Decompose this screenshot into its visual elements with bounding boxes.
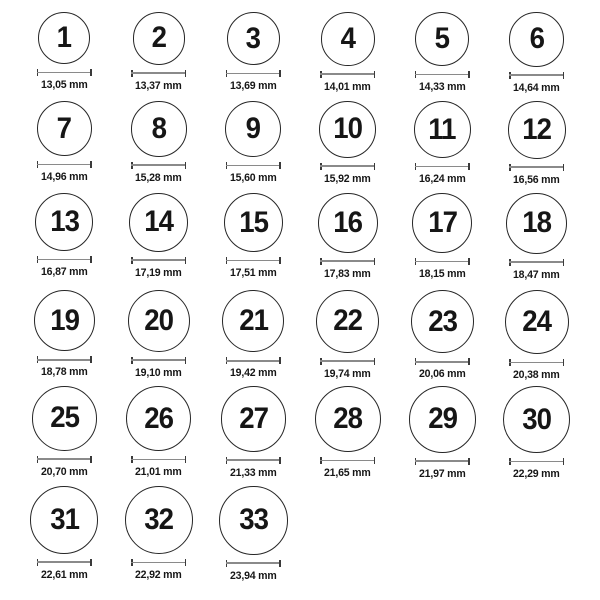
diameter-label: 19,42 mm [229, 367, 277, 380]
ring-size-number: 32 [144, 503, 174, 537]
ring-size-cell [395, 386, 490, 481]
dimension-bar [131, 562, 186, 564]
diameter-label: 21,97 mm [418, 467, 466, 480]
diameter-label: 20,06 mm [418, 368, 466, 381]
ring-size-circle [415, 12, 469, 66]
dimension-tick-right-icon [90, 559, 92, 566]
ring-size-number: 12 [522, 112, 552, 146]
dimension-bar [509, 461, 564, 463]
ring-size-number: 13 [49, 205, 79, 239]
diameter-label: 13,05 mm [40, 79, 88, 91]
ring-size-number: 16 [333, 205, 363, 239]
diameter-label: 18,78 mm [40, 366, 88, 379]
ring-size-circle [225, 101, 281, 157]
chart-row [17, 101, 584, 187]
ring-size-circle [412, 193, 472, 253]
dimension-tick-right-icon [279, 162, 281, 169]
diameter-dimension-line [226, 560, 281, 567]
ring-size-cell [301, 290, 396, 381]
ring-size-number: 6 [529, 22, 544, 56]
dimension-bar [415, 361, 470, 363]
ring-size-circle [508, 101, 566, 159]
ring-size-cell [206, 12, 301, 93]
diameter-dimension-line [415, 458, 470, 465]
ring-size-cell [206, 386, 301, 480]
diameter-dimension-line [415, 71, 470, 78]
ring-size-cell [17, 12, 112, 92]
ring-size-circle [219, 486, 288, 555]
dimension-bar [226, 360, 281, 362]
chart-row [17, 290, 584, 382]
dimension-tick-right-icon [90, 161, 92, 168]
dimension-tick-right-icon [563, 458, 565, 465]
dimension-bar [131, 72, 186, 74]
diameter-label: 19,74 mm [324, 367, 372, 380]
ring-size-number: 9 [246, 112, 261, 146]
dimension-bar [37, 561, 92, 563]
dimension-tick-right-icon [279, 257, 281, 264]
diameter-dimension-line [415, 258, 470, 265]
dimension-bar [37, 164, 92, 166]
diameter-dimension-line [37, 161, 92, 168]
diameter-label: 17,51 mm [229, 267, 277, 280]
ring-size-circle [509, 12, 564, 67]
ring-size-cell [206, 193, 301, 280]
diameter-label: 15,28 mm [135, 171, 183, 184]
ring-size-cell [17, 101, 112, 184]
diameter-label: 19,10 mm [135, 366, 183, 379]
dimension-bar [320, 260, 375, 262]
ring-size-number: 27 [238, 401, 268, 435]
ring-size-circle [506, 193, 567, 254]
diameter-dimension-line [320, 163, 375, 170]
dimension-tick-right-icon [563, 72, 565, 79]
diameter-label: 21,01 mm [135, 466, 183, 478]
diameter-dimension-line [131, 456, 186, 463]
ring-size-cell [395, 193, 490, 281]
ring-size-circle [505, 290, 569, 354]
dimension-tick-right-icon [279, 70, 281, 77]
ring-size-number: 28 [333, 402, 363, 435]
dimension-tick-right-icon [185, 456, 187, 463]
ring-size-circle [321, 12, 375, 66]
chart-row [17, 486, 301, 583]
diameter-dimension-line [509, 259, 564, 266]
ring-size-number: 11 [428, 112, 456, 146]
diameter-label: 20,70 mm [40, 465, 88, 478]
ring-size-circle [38, 12, 90, 64]
dimension-bar [415, 74, 470, 76]
dimension-bar [226, 562, 281, 564]
ring-size-cell [206, 101, 301, 185]
dimension-bar [509, 362, 564, 364]
dimension-bar [37, 259, 92, 261]
dimension-bar [131, 259, 186, 261]
diameter-label: 14,64 mm [513, 81, 561, 94]
ring-size-number: 17 [427, 206, 457, 240]
ring-size-circle [222, 290, 284, 352]
diameter-dimension-line [131, 357, 186, 364]
dimension-bar [509, 166, 564, 168]
ring-size-number: 33 [238, 503, 268, 537]
diameter-dimension-line [320, 258, 375, 265]
diameter-label: 16,24 mm [418, 173, 466, 186]
ring-size-circle [409, 386, 476, 453]
diameter-label: 16,87 mm [40, 266, 88, 279]
diameter-label: 15,60 mm [229, 172, 277, 185]
dimension-tick-right-icon [563, 259, 565, 266]
diameter-dimension-line [37, 69, 92, 76]
diameter-label: 17,83 mm [324, 267, 372, 280]
ring-size-circle [221, 386, 287, 452]
dimension-bar [509, 261, 564, 263]
diameter-dimension-line [509, 72, 564, 79]
ring-size-cell [490, 101, 585, 187]
ring-size-cell [395, 12, 490, 94]
dimension-tick-right-icon [90, 69, 92, 76]
ring-size-circle [315, 386, 381, 452]
dimension-bar [37, 458, 92, 460]
diameter-label: 18,47 mm [513, 268, 561, 281]
dimension-tick-right-icon [468, 358, 470, 365]
diameter-dimension-line [320, 71, 375, 78]
ring-size-cell [112, 486, 207, 582]
ring-size-cell [17, 486, 112, 582]
dimension-bar [415, 261, 470, 263]
diameter-dimension-line [509, 458, 564, 465]
ring-size-number: 23 [427, 304, 457, 338]
ring-size-number: 30 [522, 402, 552, 436]
diameter-label: 15,92 mm [324, 172, 372, 185]
ring-size-number: 24 [522, 305, 552, 338]
diameter-label: 16,56 mm [513, 173, 561, 186]
ring-size-circle [35, 193, 93, 251]
diameter-dimension-line [320, 358, 375, 365]
diameter-label: 14,01 mm [324, 80, 372, 93]
ring-size-circle [133, 12, 186, 65]
diameter-label: 17,19 mm [135, 266, 183, 279]
dimension-tick-right-icon [279, 357, 281, 364]
dimension-tick-right-icon [563, 359, 565, 366]
ring-size-circle [503, 386, 570, 453]
diameter-label: 13,37 mm [135, 79, 183, 92]
diameter-label: 22,29 mm [513, 468, 561, 481]
ring-size-circle [227, 12, 280, 65]
ring-size-circle [128, 290, 190, 352]
chart-row [17, 386, 584, 481]
diameter-label: 22,61 mm [40, 568, 88, 581]
diameter-label: 23,94 mm [229, 569, 277, 582]
dimension-tick-right-icon [185, 257, 187, 264]
diameter-label: 20,38 mm [513, 369, 561, 381]
ring-size-circle [316, 290, 379, 353]
dimension-tick-right-icon [185, 357, 187, 364]
dimension-bar [131, 164, 186, 166]
ring-size-cell [112, 101, 207, 185]
diameter-dimension-line [415, 163, 470, 170]
ring-size-circle [129, 193, 188, 252]
dimension-bar [226, 459, 281, 461]
ring-size-cell [17, 290, 112, 380]
ring-size-cell [112, 12, 207, 93]
ring-size-number: 26 [144, 401, 174, 435]
ring-size-cell [395, 101, 490, 186]
ring-size-cell [112, 290, 207, 380]
ring-size-circle [37, 101, 92, 156]
dimension-tick-right-icon [374, 258, 376, 265]
diameter-label: 14,33 mm [418, 81, 466, 94]
diameter-dimension-line [509, 359, 564, 366]
dimension-tick-right-icon [374, 457, 376, 464]
diameter-dimension-line [226, 257, 281, 264]
dimension-tick-right-icon [279, 560, 281, 567]
ring-size-circle [30, 486, 98, 554]
dimension-tick-right-icon [185, 559, 187, 566]
ring-size-number: 18 [522, 206, 552, 240]
dimension-tick-right-icon [374, 71, 376, 78]
dimension-tick-right-icon [90, 356, 92, 363]
dimension-tick-right-icon [90, 256, 92, 263]
dimension-tick-right-icon [279, 457, 281, 464]
dimension-tick-right-icon [374, 163, 376, 170]
diameter-dimension-line [37, 356, 92, 363]
ring-size-number: 1 [57, 21, 72, 54]
dimension-tick-right-icon [468, 71, 470, 78]
ring-size-circle [319, 101, 376, 158]
ring-size-cell [301, 101, 396, 186]
dimension-bar [320, 360, 375, 362]
ring-size-cell [301, 193, 396, 281]
ring-size-number: 22 [333, 304, 363, 338]
diameter-dimension-line [37, 456, 92, 463]
dimension-tick-right-icon [468, 258, 470, 265]
dimension-bar [131, 359, 186, 361]
dimension-tick-right-icon [563, 164, 565, 171]
ring-size-number: 29 [427, 402, 457, 436]
ring-size-cell [490, 290, 585, 382]
dimension-bar [320, 73, 375, 75]
ring-size-cell [112, 386, 207, 479]
diameter-dimension-line [226, 357, 281, 364]
ring-size-cell [490, 193, 585, 282]
ring-size-circle [32, 386, 97, 451]
dimension-bar [415, 166, 470, 168]
diameter-dimension-line [226, 457, 281, 464]
ring-size-cell [17, 193, 112, 279]
ring-size-number: 2 [151, 21, 166, 55]
ring-size-number: 19 [49, 303, 79, 337]
dimension-bar [226, 73, 281, 75]
diameter-dimension-line [131, 70, 186, 77]
ring-size-cell [395, 290, 490, 382]
ring-size-number: 14 [144, 205, 174, 239]
diameter-label: 13,69 mm [229, 80, 277, 92]
ring-size-cell [301, 386, 396, 480]
diameter-dimension-line [509, 164, 564, 171]
ring-size-circle [414, 101, 471, 158]
dimension-tick-right-icon [374, 358, 376, 365]
ring-size-circle [411, 290, 474, 353]
ring-size-number: 20 [144, 303, 174, 337]
ring-size-circle [131, 101, 187, 157]
ring-size-cell [17, 386, 112, 479]
diameter-dimension-line [226, 70, 281, 77]
diameter-dimension-line [37, 559, 92, 566]
ring-size-circle [224, 193, 283, 252]
ring-size-number: 15 [238, 205, 268, 239]
ring-size-circle [126, 386, 191, 451]
ring-size-cell [490, 12, 585, 95]
dimension-bar [320, 165, 375, 167]
dimension-tick-right-icon [468, 163, 470, 170]
dimension-bar [226, 165, 281, 167]
ring-size-number: 10 [333, 112, 363, 146]
dimension-bar [415, 460, 470, 462]
ring-size-circle [318, 193, 378, 253]
ring-size-number: 21 [238, 304, 268, 338]
diameter-dimension-line [131, 559, 186, 566]
ring-size-cell [301, 12, 396, 94]
ring-size-number: 25 [49, 401, 79, 435]
ring-size-number: 4 [340, 21, 355, 55]
ring-size-number: 8 [151, 111, 166, 145]
diameter-dimension-line [320, 457, 375, 464]
diameter-label: 22,92 mm [135, 569, 183, 582]
dimension-bar [509, 74, 564, 76]
diameter-dimension-line [226, 162, 281, 169]
dimension-bar [320, 460, 375, 462]
chart-row [17, 12, 584, 95]
chart-row [17, 193, 584, 282]
dimension-bar [37, 359, 92, 361]
ring-size-cell [206, 486, 301, 583]
diameter-dimension-line [131, 162, 186, 169]
diameter-label: 14,96 mm [40, 171, 88, 184]
diameter-label: 21,65 mm [324, 467, 372, 479]
diameter-label: 21,33 mm [229, 466, 277, 479]
diameter-dimension-line [415, 358, 470, 365]
dimension-bar [37, 72, 92, 74]
diameter-dimension-line [37, 256, 92, 263]
dimension-bar [131, 459, 186, 461]
dimension-bar [226, 260, 281, 262]
dimension-tick-right-icon [185, 162, 187, 169]
ring-size-number: 3 [246, 21, 261, 55]
dimension-tick-right-icon [90, 456, 92, 463]
diameter-label: 18,15 mm [418, 268, 466, 281]
ring-size-circle [34, 290, 95, 351]
ring-size-cell [490, 386, 585, 481]
ring-size-number: 5 [435, 22, 450, 56]
diameter-dimension-line [131, 257, 186, 264]
ring-size-number: 7 [57, 111, 72, 145]
dimension-tick-right-icon [468, 458, 470, 465]
ring-size-circle [125, 486, 193, 554]
ring-size-cell [112, 193, 207, 280]
ring-size-number: 31 [49, 502, 79, 536]
dimension-tick-right-icon [185, 70, 187, 77]
ring-size-cell [206, 290, 301, 381]
